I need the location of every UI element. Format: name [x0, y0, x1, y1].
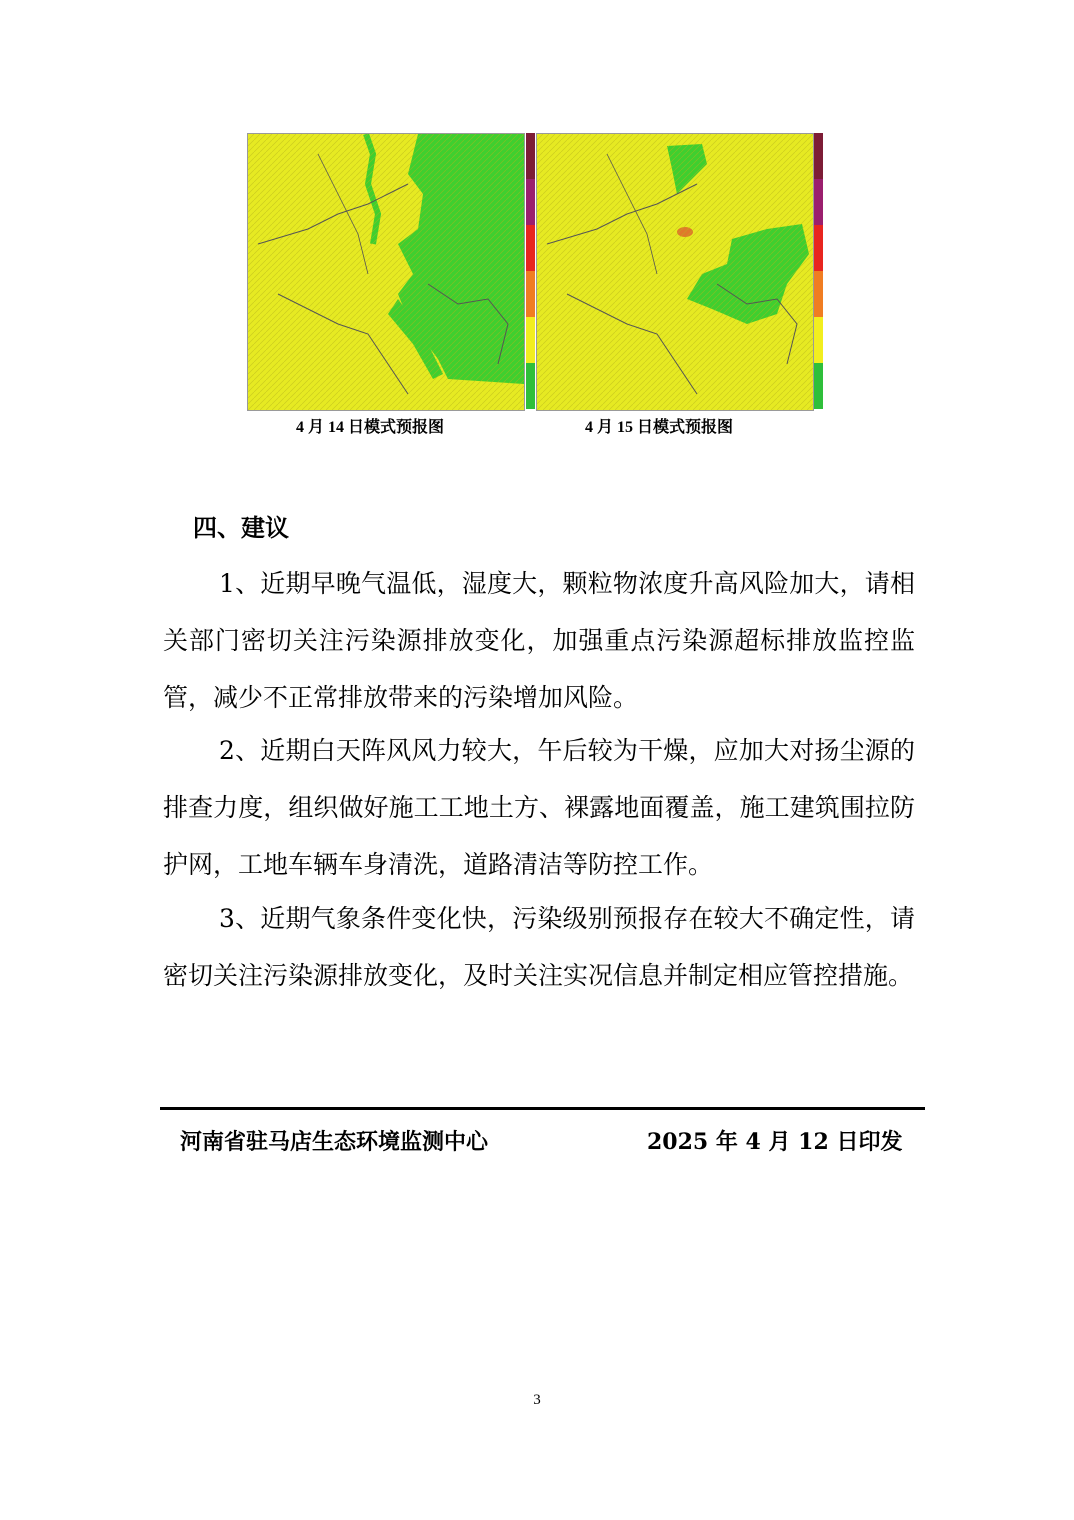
forecast-maps: [247, 133, 827, 413]
legend-bar: [526, 133, 535, 409]
page-number: 3: [533, 1392, 541, 1408]
footer-divider: [160, 1107, 925, 1110]
section-heading: 四、建议: [193, 513, 289, 542]
figure-caption: 4 月 14 日模式预报图: [296, 419, 445, 436]
recommendation-paragraph: 1、近期早晚气温低，湿度大，颗粒物浓度升高风险加大，请相关部门密切关注污染源排放变化，加强重点污染源超标排放监控监管，减少不正常排放带来的污染增加风险。: [163, 569, 915, 712]
forecast-map-apr15: [536, 133, 814, 411]
issuer-name: 河南省驻马店生态环境监测中心: [180, 1129, 489, 1155]
issue-date: 2025 年 4 月 12 日印发: [647, 1129, 903, 1155]
recommendation-paragraph: 2、近期白天阵风风力较大，午后较为干燥，应加大对扬尘源的排查力度，组织做好施工工地土方、裸露地面覆盖，施工建筑围拉防护网，工地车辆车身清洗，道路清洁等防控工作。: [163, 736, 915, 879]
legend-bar: [814, 133, 823, 409]
figure-caption: 4 月 15 日模式预报图: [585, 419, 734, 436]
recommendation-paragraph: 3、近期气象条件变化快，污染级别预报存在较大不确定性，请密切关注污染源排放变化，及时关注实况信息并制定相应管控措施。: [163, 904, 915, 990]
forecast-map-apr14: [247, 133, 525, 411]
